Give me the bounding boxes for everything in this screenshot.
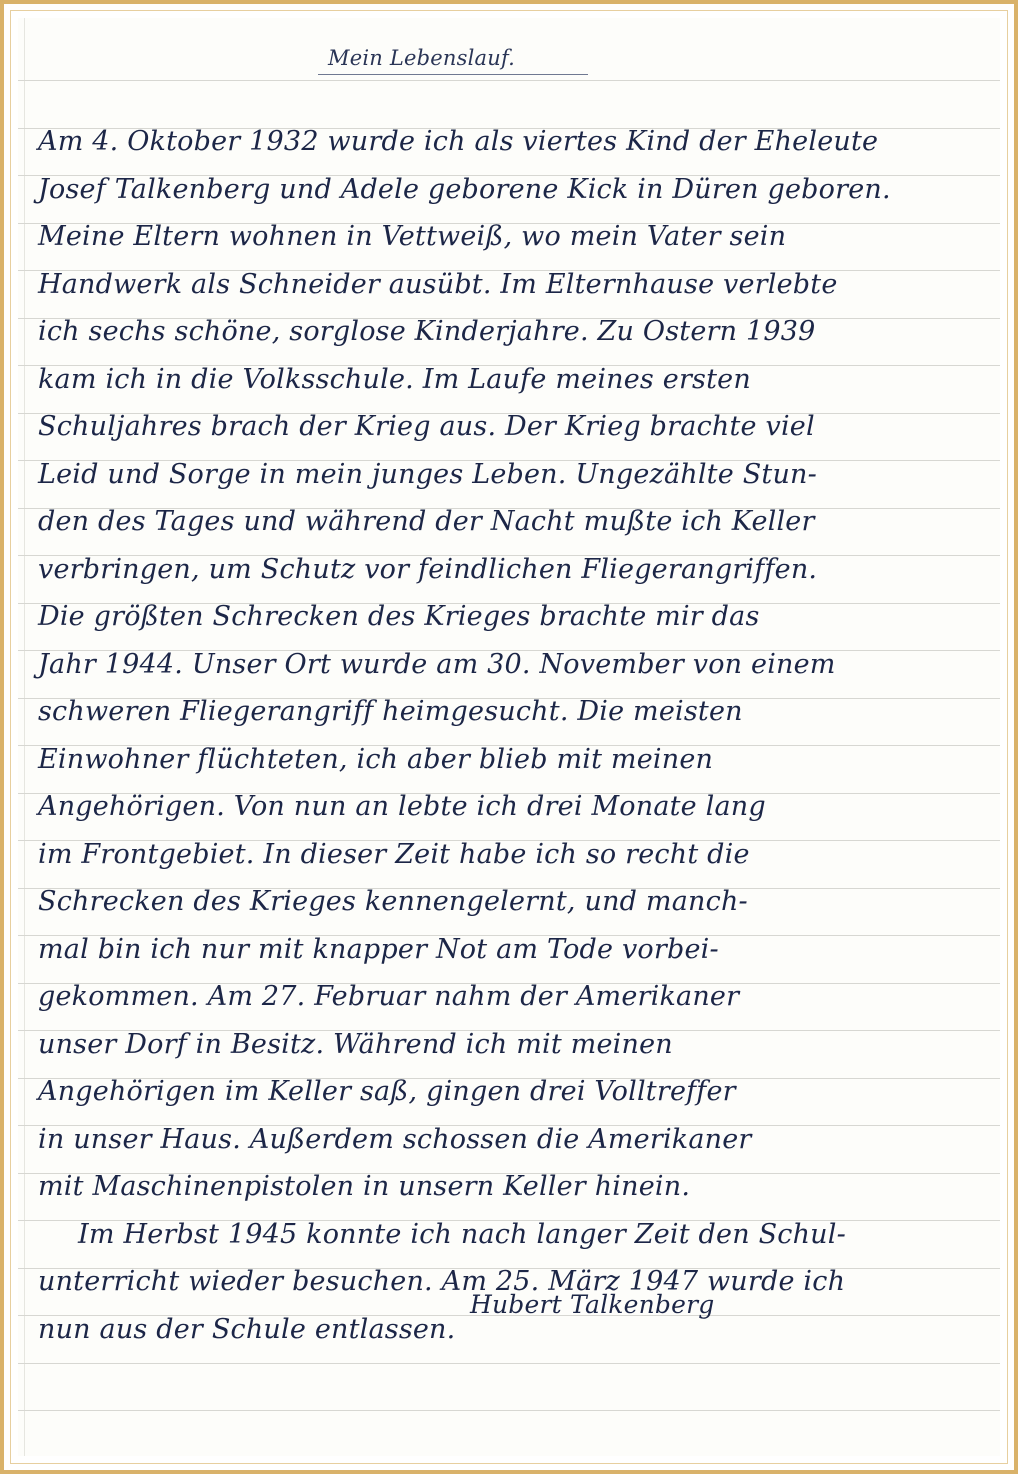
text-line: schweren Fliegerangriff heimgesucht. Die meisten (38, 696, 743, 727)
text-line: in unser Haus. Außerdem schossen die Amerikaner (38, 1124, 752, 1155)
text-line: verbringen, um Schutz vor feindlichen Fliegerangriffen. (38, 554, 818, 585)
ruled-line (18, 1410, 1000, 1411)
text-line: Angehörigen. Von nun an lebte ich drei Monate lang (38, 791, 766, 822)
text-line: ich sechs schöne, sorglose Kinderjahre. Zu Ostern 1939 (38, 316, 816, 347)
document-title: Mein Lebenslauf. (328, 46, 516, 70)
text-line: nun aus der Schule entlassen. (38, 1314, 456, 1345)
text-line: Josef Talkenberg und Adele geborene Kick in Düren geboren. (38, 174, 891, 205)
text-line: Handwerk als Schneider ausübt. Im Elternhause verlebte (38, 269, 838, 300)
text-line: Meine Eltern wohnen in Vettweiß, wo mein Vater sein (38, 221, 787, 252)
text-line: Die größten Schrecken des Krieges brachte mir das (38, 601, 760, 632)
text-line: Schrecken des Krieges kennengelernt, und manch- (38, 886, 748, 917)
text-line: Leid und Sorge in mein junges Leben. Ungezählte Stun- (38, 459, 817, 490)
text-line: Im Herbst 1945 konnte ich nach langer Zeit den Schul- (78, 1219, 846, 1250)
text-line: kam ich in die Volksschule. Im Laufe meines ersten (38, 364, 751, 395)
text-line: mit Maschinenpistolen in unsern Keller hinein. (38, 1171, 691, 1202)
text-line: Jahr 1944. Unser Ort wurde am 30. November von einem (38, 649, 836, 680)
text-line: mal bin ich nur mit knapper Not am Tode vorbei- (38, 934, 719, 965)
signature: Hubert Talkenberg (470, 1290, 715, 1319)
text-line: im Frontgebiet. In dieser Zeit habe ich so recht die (38, 839, 750, 870)
text-line: unterricht wieder besuchen. Am 25. März 1947 wurde ich (38, 1266, 846, 1297)
text-line: Schuljahres brach der Krieg aus. Der Krieg brachte viel (38, 411, 815, 442)
text-line: Einwohner flüchteten, ich aber blieb mit meinen (38, 744, 714, 775)
lined-paper-sheet (18, 18, 1000, 1456)
ruled-line (18, 1363, 1000, 1364)
ruled-line (18, 80, 1000, 81)
text-line: den des Tages und während der Nacht mußte ich Keller (38, 506, 815, 537)
text-line: Angehörigen im Keller saß, gingen drei Volltreffer (38, 1076, 736, 1107)
title-underline (318, 74, 588, 75)
text-line: unser Dorf in Besitz. Während ich mit meinen (38, 1029, 673, 1060)
text-line: Am 4. Oktober 1932 wurde ich als viertes Kind der Eheleute (38, 126, 879, 157)
margin-line (24, 18, 25, 1456)
text-line: gekommen. Am 27. Februar nahm der Amerikaner (38, 981, 740, 1012)
